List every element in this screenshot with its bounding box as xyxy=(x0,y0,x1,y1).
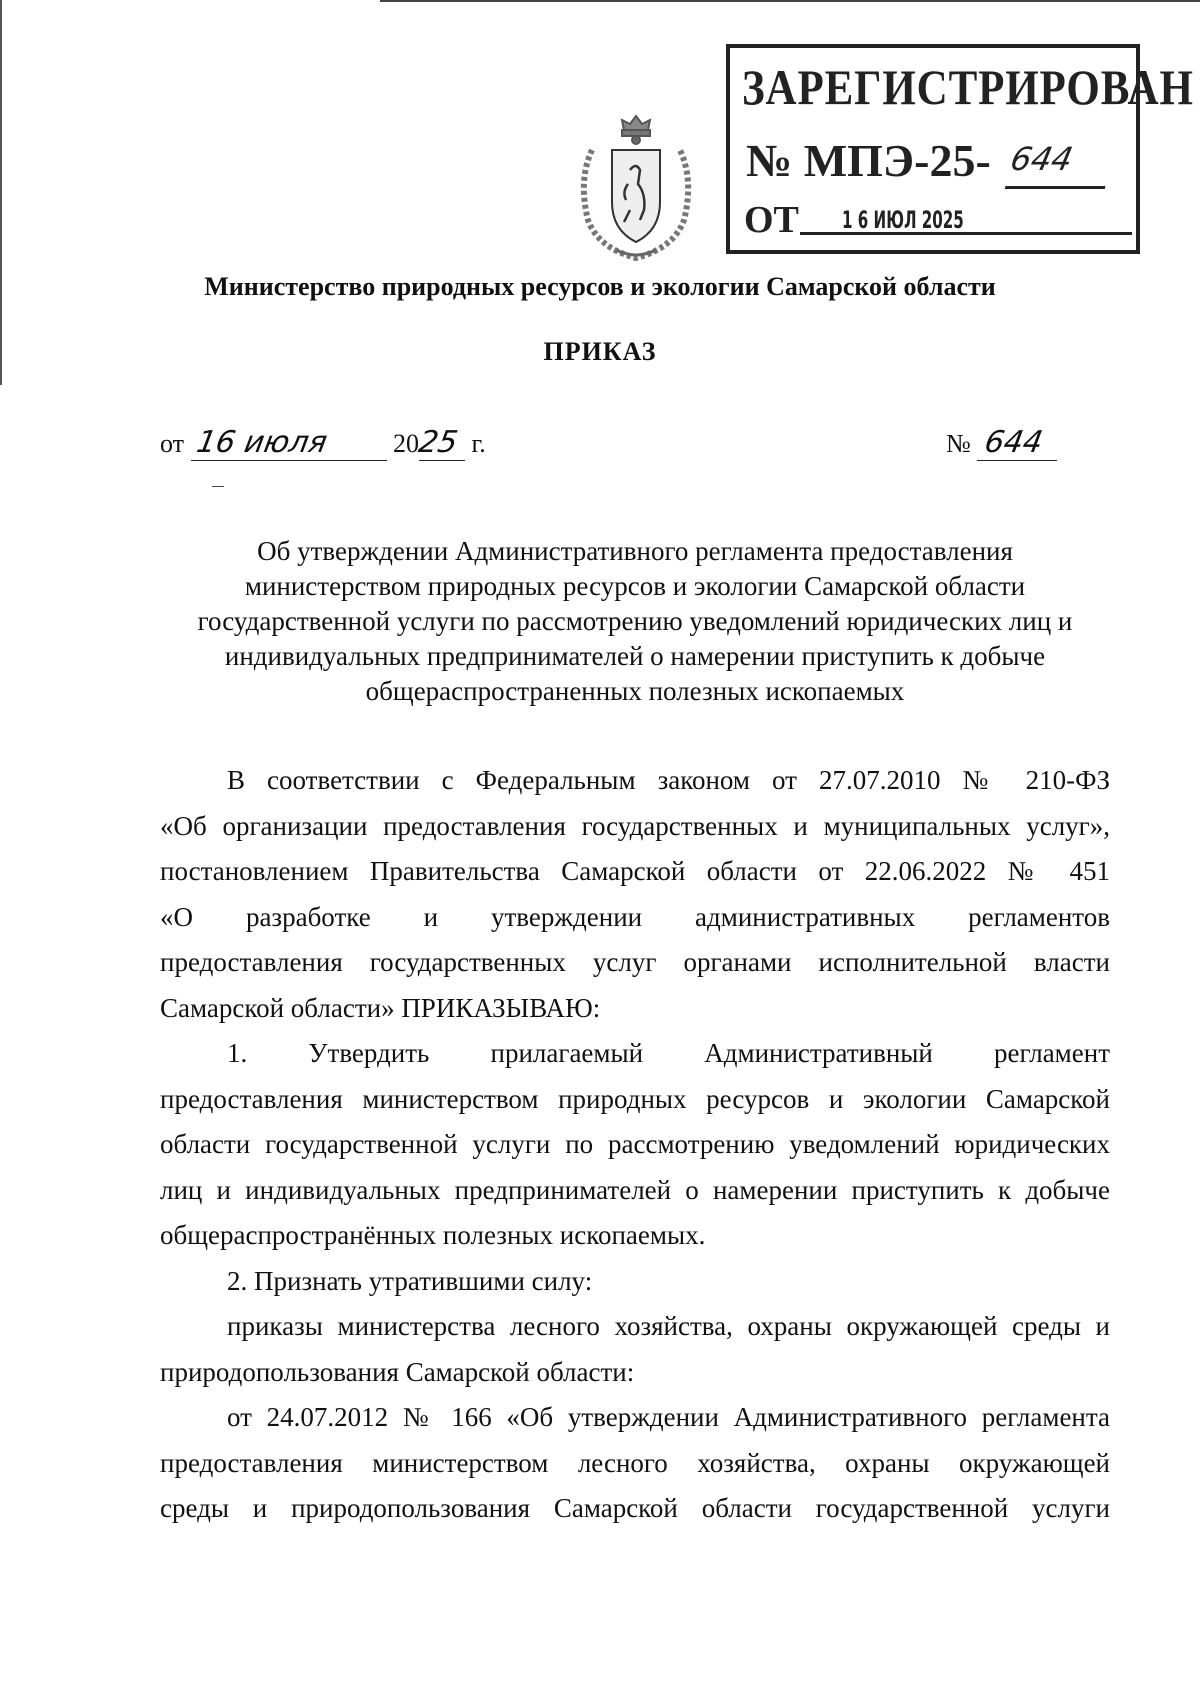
stamp-title: ЗАРЕГИСТРИРОВАН xyxy=(742,59,1194,115)
scan-edge-left xyxy=(0,0,2,385)
body-line: от 24.07.2012 № 166 «Об утверждении Административного регламента xyxy=(227,1402,1110,1432)
subject-line: министерством природных ресурсов и экологии Самарской области xyxy=(244,571,1026,601)
scan-edge-top xyxy=(380,0,1200,2)
number-handwritten: 644 xyxy=(982,425,1046,460)
body-line: области государственной услуги по рассмотрению уведомлений юридических xyxy=(160,1129,1110,1159)
date-handwritten: 16 июля xyxy=(193,425,330,460)
date-prefix: от xyxy=(160,429,185,458)
registration-stamp xyxy=(726,44,1194,254)
body-line: В соответствии с Федеральным законом от 27.07.2010 № 210-ФЗ xyxy=(227,765,1110,795)
body-line: постановлением Правительства Самарской области от 22.06.2022 № 451 xyxy=(160,856,1110,886)
body-line: Самарской области» ПРИКАЗЫВАЮ: xyxy=(160,992,601,1023)
body-line: лиц и индивидуальных предпринимателей о намерении приступить к добыче xyxy=(160,1174,1110,1205)
stamp-from-label: ОТ xyxy=(744,199,799,241)
subject-line: Об утверждении Административного регламента предоставления xyxy=(257,536,1013,566)
year-suffix: г. xyxy=(471,429,486,458)
stamp-date: 1 6 ИЮЛ 2025 xyxy=(842,206,964,234)
number-field xyxy=(977,425,1057,461)
subject-line: индивидуальных предпринимателей о намерении приступить к добыче xyxy=(224,641,1046,671)
order-date xyxy=(160,425,486,461)
body-line: 1. Утвердить прилагаемый Административный регламент xyxy=(227,1038,1110,1068)
subject-line: государственной услуги по рассмотрению уведомлений юридических лиц и xyxy=(197,606,1073,636)
number-label: № xyxy=(946,429,971,458)
ministry-title: Министерство природных ресурсов и экологии Самарской области xyxy=(204,272,996,301)
scan-mark xyxy=(212,486,224,487)
body-line: предоставления государственных услуг органами исполнительной власти xyxy=(160,947,1110,977)
order-subject xyxy=(160,534,1110,709)
year-field xyxy=(415,425,465,461)
body-line: «О разработке и утверждении административных регламентов xyxy=(160,901,1110,932)
coat-of-arms-icon xyxy=(572,110,700,265)
body-line: общераспространённых полезных ископаемых. xyxy=(160,1220,706,1250)
body-line: природопользования Самарской области: xyxy=(160,1356,635,1387)
document-type: ПРИКАЗ xyxy=(543,337,657,366)
order-body xyxy=(160,758,1110,1532)
body-line: «Об организации предоставления государственных и муниципальных услуг», xyxy=(160,810,1110,841)
body-line: предоставления министерством природных ресурсов и экологии Самарской xyxy=(160,1083,1110,1114)
year-prefix: 20 xyxy=(393,429,420,458)
order-number xyxy=(946,425,1057,461)
stamp-number-handwritten: 644 xyxy=(1005,140,1115,189)
year-handwritten: 25 xyxy=(415,425,461,460)
body-line: приказы министерства лесного хозяйства, охраны окружающей среды и xyxy=(227,1311,1110,1341)
date-field xyxy=(191,425,387,461)
body-line: 2. Признать утратившими силу: xyxy=(227,1265,593,1296)
body-line: среды и природопользования Самарской области государственной услуги xyxy=(160,1493,1110,1523)
stamp-number-prefix: № МПЭ-25- xyxy=(746,135,991,186)
body-line: предоставления министерством лесного хозяйства, охраны окружающей xyxy=(160,1447,1110,1478)
subject-line: общераспространенных полезных ископаемых xyxy=(365,676,905,706)
